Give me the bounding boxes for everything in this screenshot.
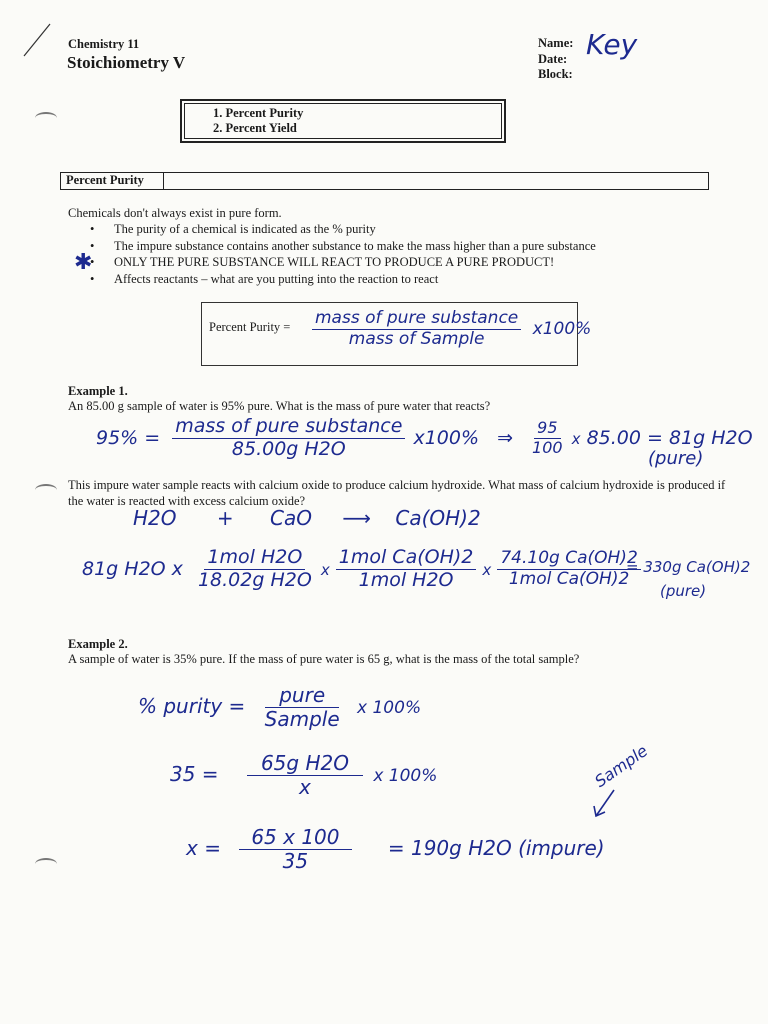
line3-den: 35: [282, 849, 309, 873]
chain-f1-num: 1mol H2O: [204, 547, 305, 570]
chain-f3-den: 1mol Ca(OH)2: [508, 568, 630, 589]
work-frac-num: 95: [534, 419, 560, 438]
formula-fraction: [312, 309, 591, 349]
percent-purity-formula-box: [201, 302, 592, 366]
line1-rhs: x 100%: [357, 698, 422, 718]
chain-f2-den: 1mol H2O: [358, 568, 454, 591]
list-item: • ONLY THE PURE SUBSTANCE WILL REACT TO PRODUCE A PURE PRODUCT!: [68, 255, 596, 272]
chain-start: 81g H2O x: [82, 557, 183, 580]
line3-num: 65 x 100: [239, 826, 351, 850]
block-label: Block:: [538, 67, 573, 81]
example2-line2: [170, 752, 437, 799]
topic-item: 1. Percent Purity: [213, 106, 304, 120]
product-caoh2: Ca(OH)2: [395, 506, 481, 530]
chain-f1-den: 18.02g H2O: [197, 568, 312, 591]
line3-lhs: x =: [186, 836, 221, 860]
work-numerator: mass of pure substance: [172, 416, 405, 439]
example1-question2: [68, 478, 728, 509]
work-lhs: 95% =: [96, 426, 161, 449]
unit-title: Stoichiometry V: [67, 53, 186, 72]
chain-f2-num: 1mol Ca(OH)2: [336, 547, 477, 570]
example2-question: A sample of water is 35% pure. If the mass of pure water is 65 g, what is the mass of the total sample?: [68, 652, 580, 666]
chain-note: (pure): [660, 582, 707, 600]
section-title: Percent Purity: [66, 173, 144, 187]
annotation-arrow-icon: [590, 786, 620, 822]
line1-den: Sample: [264, 707, 340, 731]
chain-x1: x: [320, 560, 330, 579]
formula-denominator: mass of Sample: [348, 328, 485, 349]
line2-rhs: x 100%: [373, 766, 438, 786]
punch-hole-top: [35, 112, 57, 124]
work-times: x: [571, 429, 581, 448]
section-heading-box: [60, 172, 709, 190]
work-times100: x100%: [413, 426, 480, 449]
example2-line1: [138, 684, 421, 731]
reactant-cao: CaO: [270, 506, 312, 530]
chain-x2: x: [482, 560, 492, 579]
line2-den: x: [299, 775, 311, 799]
example1-question2-text: This impure water sample reacts with calcium oxide to produce calcium hydroxide. What mass of calcium hydroxide is produced if the water is reacted with excess calcium oxide?: [68, 478, 726, 508]
list-item: • The purity of a chemical is indicated as the % purity: [68, 222, 596, 239]
section-title-divider: [163, 172, 164, 189]
formula-label: Percent Purity =: [209, 320, 291, 334]
stoichiometry-chain: [82, 547, 641, 592]
line1-num: pure: [265, 684, 339, 708]
chain-f3-num: 74.10g Ca(OH)2: [497, 549, 640, 570]
star-mark-icon: ✱: [74, 250, 93, 275]
chain-result: = 330g Ca(OH)2: [626, 558, 751, 576]
example2-line3: [186, 826, 605, 873]
list-item: • Affects reactants – what are you putting into the reaction to react: [68, 272, 596, 289]
reactant-water: H2O: [133, 506, 177, 530]
formula-numerator: mass of pure substance: [312, 309, 521, 330]
example1-title: Example 1.: [68, 384, 128, 398]
work-frac-den: 100: [532, 437, 563, 457]
formula-multiplier: x100%: [532, 319, 592, 340]
line2-num: 65g H2O: [247, 752, 363, 776]
punch-hole-bottom: [35, 858, 57, 870]
course-title: Chemistry 11: [68, 37, 140, 51]
work-arrow: ⇒: [497, 426, 513, 449]
equation-plus: +: [216, 506, 234, 530]
work-note: (pure): [648, 448, 704, 469]
work-denominator: 85.00g H2O: [231, 437, 346, 460]
reaction-equation: [133, 506, 481, 530]
work-result: 85.00 = 81g H2O: [586, 426, 753, 449]
line3-rhs: = 190g H2O (impure): [387, 836, 605, 860]
line1-lhs: % purity =: [138, 694, 246, 718]
sample-annotation: Sample: [591, 741, 652, 791]
list-item: • The impure substance contains another substance to make the mass higher than a pure substance: [68, 239, 596, 256]
equation-arrow: ⟶: [342, 506, 371, 530]
intro-text: Chemicals don't always exist in pure form.: [68, 206, 282, 220]
topic-item: 2. Percent Yield: [213, 121, 297, 135]
example1-question: An 85.00 g sample of water is 95% pure. What is the mass of pure water that reacts?: [68, 399, 491, 413]
punch-hole-middle: [35, 484, 57, 496]
example2-title: Example 2.: [68, 637, 128, 651]
line2-lhs: 35 =: [170, 762, 219, 786]
name-label: Name:: [538, 36, 574, 50]
topics-box: [180, 99, 506, 143]
name-value: Key: [586, 28, 638, 61]
corner-pen-mark: [20, 20, 54, 60]
bullet-list: [68, 222, 596, 288]
date-label: Date:: [538, 52, 568, 66]
